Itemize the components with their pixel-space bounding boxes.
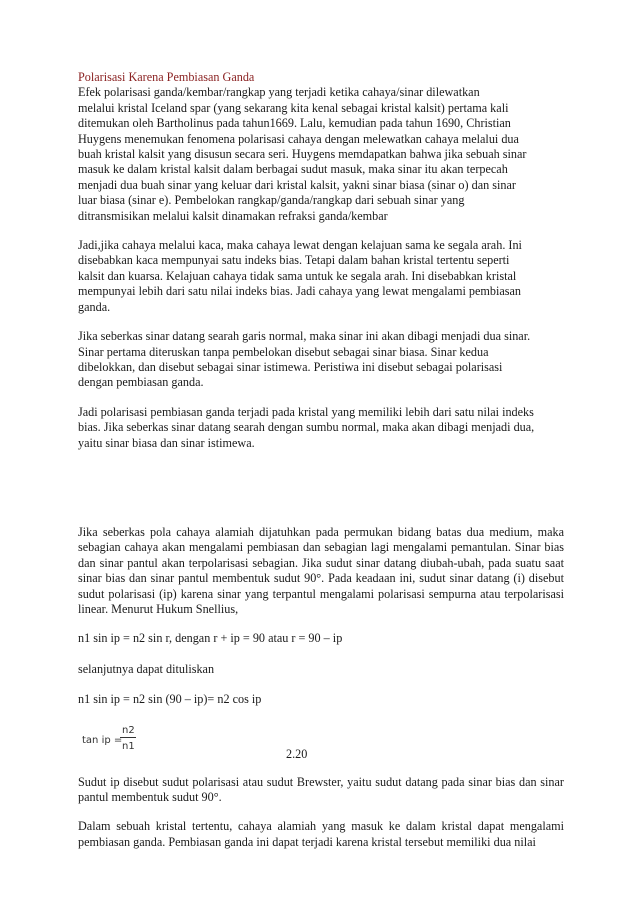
text-line: Sinar pertama diteruskan tanpa pembelokan disebut sebagai sinar biasa. Sinar kedua — [78, 344, 489, 359]
document-page — [78, 70, 564, 864]
equation-numerator: n2 — [122, 724, 135, 736]
text-line: kalsit dan kuarsa. Kelajuan cahaya tidak sama untuk ke segala arah. Ini disebabkan kristal — [78, 268, 517, 283]
text-line: yaitu sinar biasa dan sinar istimewa. — [78, 435, 255, 450]
equation-number: 2.20 — [286, 746, 308, 761]
equation-cos: n1 sin ip = n2 sin (90 – ip)= n2 cos ip — [78, 692, 262, 707]
text-line: bias. Jika seberkas sinar datang searah dengan sumbu normal, maka akan dibagi menjadi dua, — [78, 420, 535, 435]
equation-brewster — [78, 723, 564, 763]
text-line: dengan pembiasan ganda. — [78, 375, 204, 390]
section-brewster-angle: Sudut ip disebut sudut polarisasi atau sudut Brewster, yaitu sudut datang pada sinar bias dan sinar pantul membentuk sudut 90°. — [78, 774, 564, 804]
section-birefringence-intro — [78, 70, 564, 224]
equation-denominator: n1 — [122, 740, 135, 752]
text-line: melalui kristal Iceland spar (yang sekarang kita kenal sebagai kristal kalsit) pertama kali — [78, 100, 509, 115]
text-line: Huygens menemukan fenomena polarisasi cahaya dengan melewatkan cahaya melalui dua — [78, 131, 519, 146]
text-line: luar biasa (sinar e). Pembelokan rangkap/ganda/rangkap dari sebuah sinar yang — [78, 193, 465, 208]
equation-connector: selanjutnya dapat dituliskan — [78, 661, 215, 676]
section-summary — [78, 405, 564, 451]
text-line: ditransmisikan melalui kalsit dinamakan refraksi ganda/kembar — [78, 208, 388, 223]
text-line: masuk ke dalam kristal kalsit dalam berbagai sudut masuk, maka sinar itu akan terpecah — [78, 162, 508, 177]
section-crystal: Dalam sebuah kristal tertentu, cahaya alamiah yang masuk ke dalam kristal dapat mengalami pembiasan ganda. Pembiasan ganda ini dapat terjadi karena kristal tersebut memiliki dua nilai — [78, 819, 564, 849]
text-line: dibelokkan, dan disebut sebagai sinar istimewa. Peristiwa ini disebut sebagai polarisasi — [78, 359, 503, 374]
text-line: Jadi,jika cahaya melalui kaca, maka cahaya lewat dengan kelajuan sama ke segala arah. Ini — [78, 238, 522, 253]
blank-gap — [78, 465, 564, 525]
section-title: Polarisasi Karena Pembiasan Ganda — [78, 70, 255, 84]
text-line: ditemukan oleh Bartholinus pada tahun1669. Lalu, kemudian pada tahun 1690, Christian — [78, 116, 511, 131]
equation-lhs: tan ip = — [82, 734, 123, 746]
text-line: Jadi polarisasi pembiasan ganda terjadi pada kristal yang memiliki lebih dari satu nilai indeks — [78, 404, 534, 419]
text-line: disebabkan kaca mempunyai satu indeks bias. Tetapi dalam bahan kristal tertentu seperti — [78, 253, 510, 268]
fraction-bar — [120, 737, 136, 738]
text-line: mempunyai lebih dari satu nilai indeks bias. Jadi cahaya yang lewat mengalami pembiasan — [78, 284, 522, 299]
section-reflection-polarization: Jika seberkas pola cahaya alamiah dijatuhkan pada permukan bidang batas dua medium, maka sebagian cahaya akan mengalami pembiasan dan sebagian lagi mengalami pemantulan. Sinar bias dan sinar pantul akan terpolarisasi sebagian. Jika sudut sinar datang diubah-ubah, pada suatu saat sinar bias dan sinar pantul membentuk sudut 90°. Pada keadaan ini, sudut sinar datang (i) disebut sudut polarisasi (ip) karena sinar yang terpantul mengalami polarisasi sempurna atau terpolarisasi linear. Menurut Hukum Snellius, — [78, 524, 564, 616]
text-line: menjadi dua buah sinar yang keluar dari kristal kalsit, yakni sinar biasa (sinar o) dan sinar — [78, 177, 516, 192]
text-line: buah kristal kalsit yang disusun secara seri. Huygens memdapatkan bahwa jika sebuah sinar — [78, 147, 527, 162]
equation-snellius: n1 sin ip = n2 sin r, dengan r + ip = 90 atau r = 90 – ip — [78, 631, 343, 646]
section-glass-crystal — [78, 238, 564, 315]
text-line: ganda. — [78, 299, 111, 314]
text-line: Jika seberkas sinar datang searah garis normal, maka sinar ini akan dibagi menjadi dua sinar. — [78, 329, 531, 344]
text-line: Efek polarisasi ganda/kembar/rangkap yang terjadi ketika cahaya/sinar dilewatkan — [78, 85, 480, 100]
section-ordinary-extraordinary — [78, 329, 564, 391]
